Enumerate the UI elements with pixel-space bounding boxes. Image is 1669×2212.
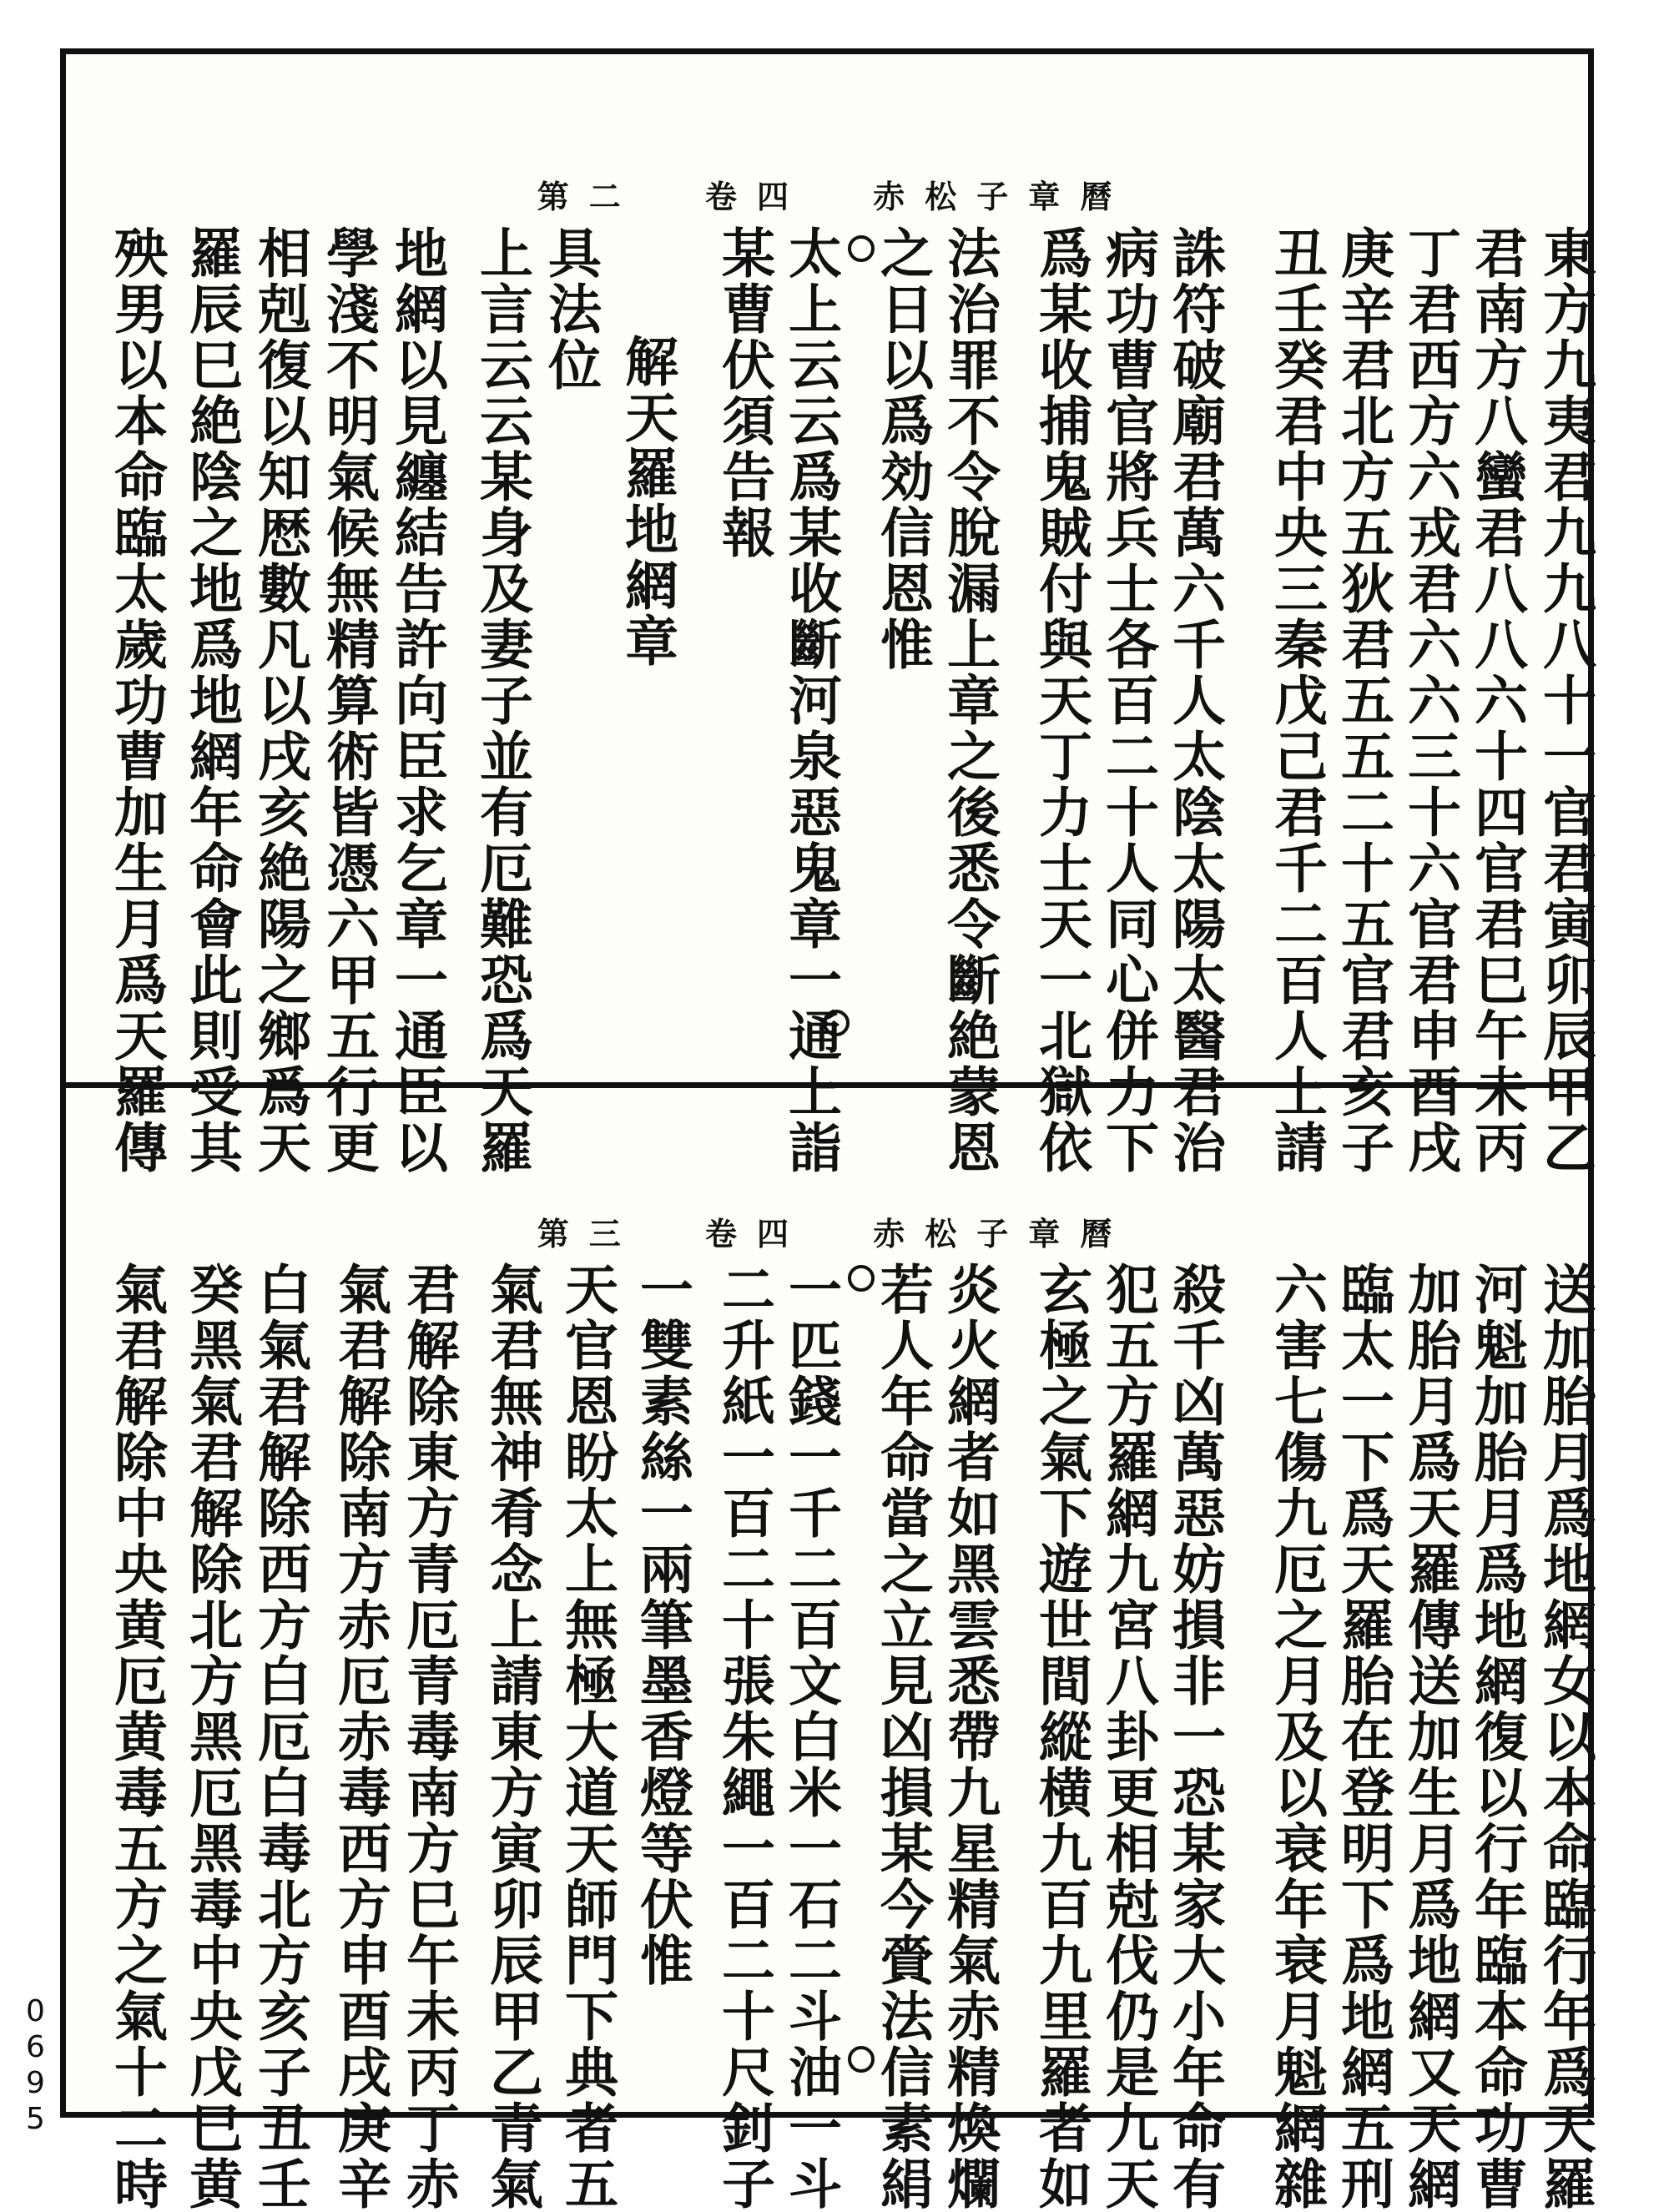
top-column: 庚辛君北方五狄君五五二十五官君亥子 (1332, 225, 1394, 1176)
top-header (0, 171, 1669, 217)
top-column: 東方九夷君九九八十一官君寅卯辰甲乙 (1534, 225, 1596, 1176)
bottom-header (0, 1208, 1669, 1254)
bottom-column: 殺千凶萬惡妨損非一恐某家大小年命有 (1163, 1262, 1226, 2212)
top-header-folio: 第二 (537, 178, 641, 215)
bottom-column: 氣君解除中央黄厄黄毒五方之氣十二時 (105, 1262, 168, 2212)
top-column: 誅符破廟君萬六千人太陰太陽太醫君治 (1163, 225, 1226, 1176)
circle-mark (848, 235, 875, 262)
bottom-column: 玄極之氣下遊世間縱横九百九里羅者如 (1030, 1262, 1092, 2212)
top-column: 丁君西方六戎君六六三十六官君申酉戌 (1399, 225, 1461, 1176)
bottom-column: 氣君無神肴念上請東方寅卯辰甲乙青氣 (481, 1262, 543, 2212)
bottom-column: 炎火網者如黑雲悉帶九星精氣赤精煥爛 (938, 1262, 1001, 2212)
top-column: 病功曹官將兵士各百二十人同心併力下 (1097, 225, 1159, 1176)
bottom-column: 白氣君解除西方白厄白毒北方亥子丑壬 (249, 1262, 311, 2212)
top-column: 學淺不明氣候無精算術皆憑六甲五行更 (317, 225, 380, 1176)
bottom-column: 犯五方羅網九宮八卦更相尅伐仍是九天 (1097, 1262, 1159, 2212)
circle-mark (848, 1265, 875, 1292)
top-column: 具法位 (539, 225, 602, 393)
top-column: 相剋復以知厯數凡以戌亥絶陽之鄉爲天 (249, 225, 311, 1176)
top-column: 殃男以本命臨太歲功曹加生月爲天羅傳 (105, 225, 168, 1176)
bottom-column: 天官恩盼太上無極大道天師門下典者五 (556, 1262, 618, 2212)
bottom-column: 河魁加胎月爲地網復以行年臨本命功曹 (1465, 1262, 1528, 2212)
bottom-column: 二升紙一百二十張朱繩一百二十尺釗子 (713, 1262, 775, 2212)
top-column: 太上云云爲某收斷河泉惡鬼章一通上詣 (779, 225, 842, 1176)
bottom-column: 癸黑氣君解除北方黑厄黑毒中央戊巳黄 (180, 1262, 243, 2212)
top-column: 爲某收捕鬼賊付與天丁力士天一北獄依 (1030, 225, 1092, 1176)
top-column: 法治罪不令脫漏上章之後悉令斷絶蒙恩 (938, 225, 1001, 1176)
top-column: 之日以爲効信恩惟 (871, 225, 934, 673)
bottom-header-volume: 卷四 (704, 1215, 809, 1252)
bottom-column: 一雙素絲一兩筆墨香燈等伏惟 (631, 1262, 693, 1988)
top-header-volume: 卷四 (704, 178, 809, 215)
top-column: 丑壬癸君中央三秦戊己君千二百人上請 (1265, 225, 1328, 1176)
bottom-column: 氣君解除南方赤厄赤毒西方申酉戌庚辛 (329, 1262, 391, 2212)
bottom-header-folio: 第三 (537, 1215, 641, 1252)
circle-mark (848, 2046, 875, 2073)
bottom-column: 送加胎月爲地網女以本命臨行年爲天羅 (1534, 1262, 1596, 2212)
bottom-column: 加胎月爲天羅傳送加生月爲地網又天網 (1399, 1262, 1461, 2212)
top-column: 某曹伏須告報 (713, 225, 775, 561)
bottom-column: 臨太一下爲天羅胎在登明下爲地網五刑 (1332, 1262, 1394, 2212)
page-number: 0695 (18, 1994, 53, 2138)
bottom-header-title: 赤松子章曆 (873, 1215, 1132, 1252)
top-chapter-title: 解天羅地網章 (616, 334, 678, 669)
bottom-column: 若人年命當之立見凶損某今賫法信素絹 (871, 1262, 934, 2212)
bottom-column: 君解除東方青厄青毒南方巳午未丙丁赤 (397, 1262, 460, 2212)
top-column: 君南方八蠻君八八六十四官君巳午未丙 (1465, 225, 1528, 1176)
bottom-column: 一匹錢一千二百文白米一石二斗油一斗 (779, 1262, 842, 2212)
bottom-column: 六害七傷九厄之月及以衰年衰月魁網雜 (1265, 1262, 1328, 2212)
circle-mark (823, 1010, 850, 1036)
top-header-title: 赤松子章曆 (873, 178, 1132, 215)
top-column: 羅辰巳絶陰之地爲地網年命會此則受其 (180, 225, 243, 1176)
top-column: 地網以見纏結告許向臣求乞章一通臣以 (386, 225, 448, 1176)
top-column: 上言云云某身及妻子並有厄難恐爲天羅 (471, 225, 533, 1176)
